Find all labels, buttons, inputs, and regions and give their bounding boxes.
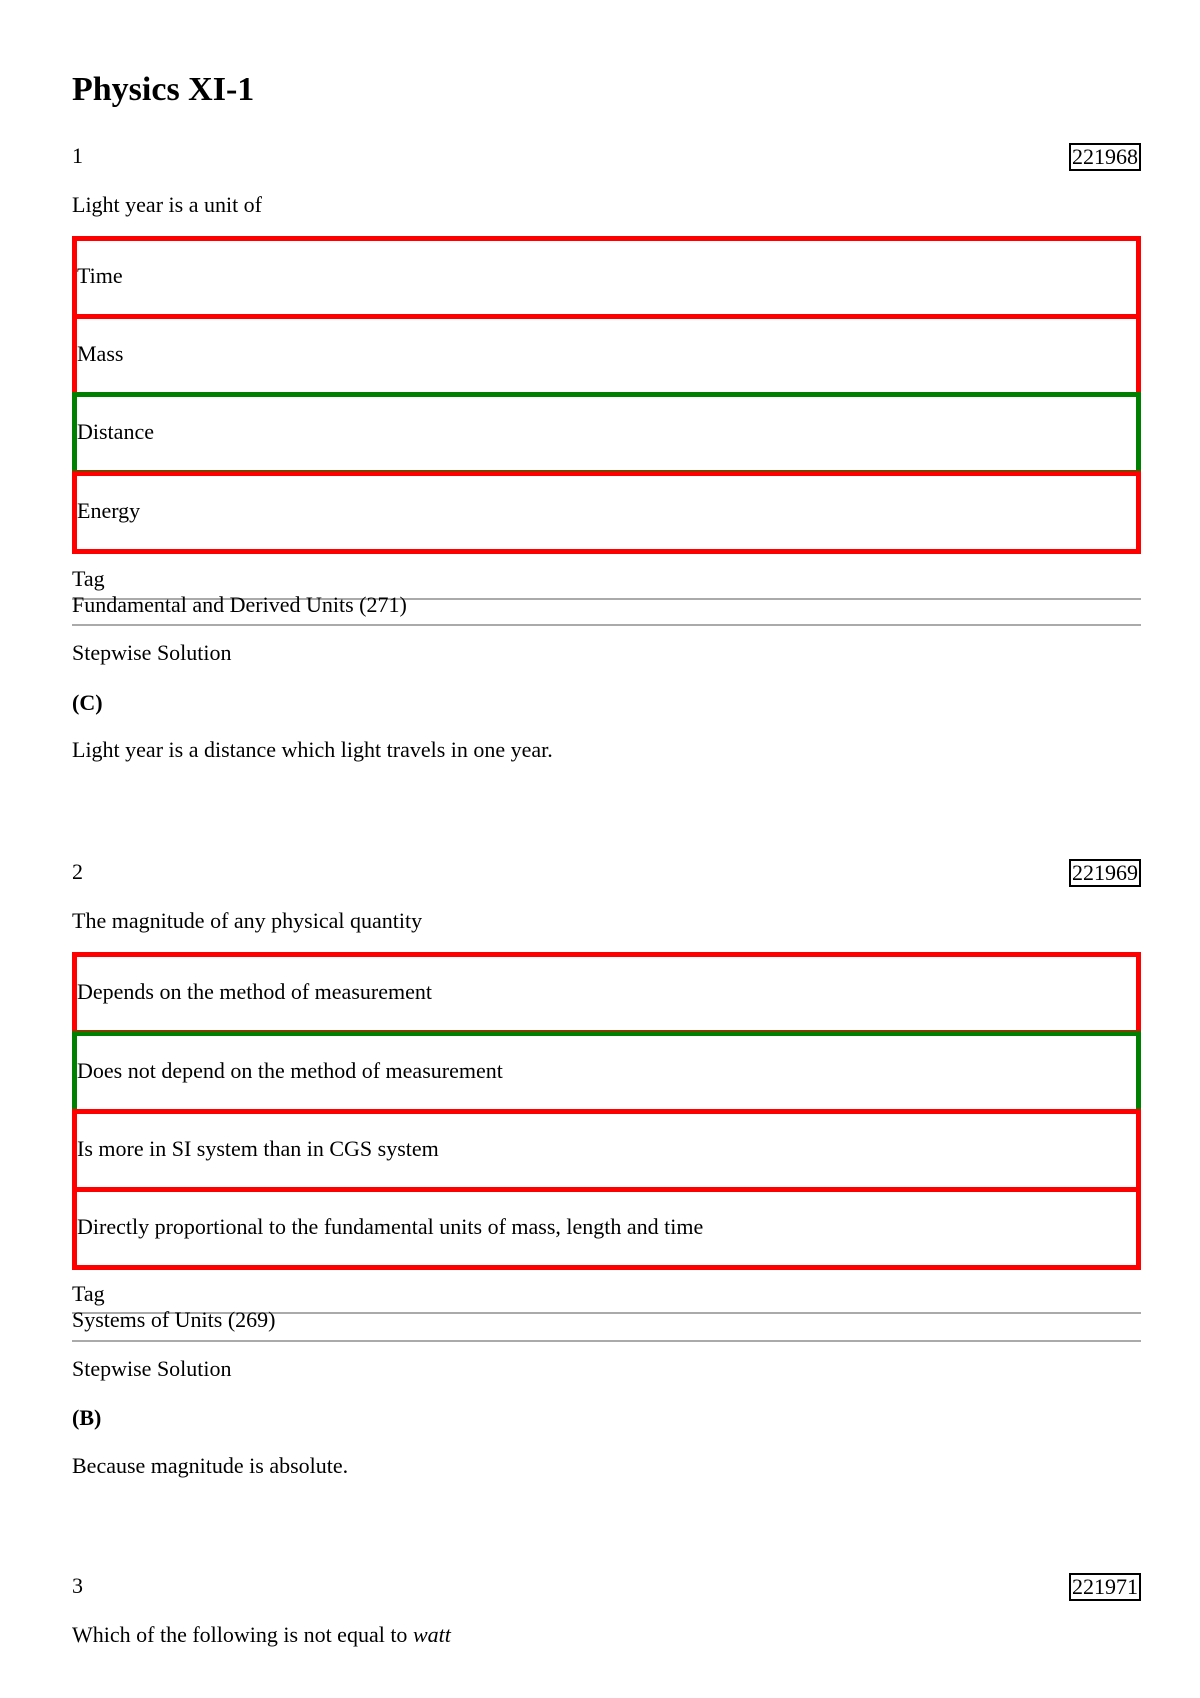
question-header [72,143,1141,173]
option-label: Is more in SI system than in CGS system [77,1136,439,1161]
option-b[interactable] [72,314,1141,397]
option-c[interactable] [72,1109,1141,1192]
explanation-text: Light year is a distance which light travels in one year. [72,737,553,762]
tag-label: Tag [72,566,105,591]
solution-label: Stepwise Solution [72,640,232,665]
question-text: The magnitude of any physical quantity [72,908,423,933]
question-number: 1 [72,143,83,168]
question-1 [72,143,1141,762]
option-label: Time [77,263,123,288]
question-3 [72,1573,1141,1647]
question-header [72,1573,1141,1603]
question-2 [72,859,1141,1478]
option-label: Mass [77,341,124,366]
explanation-text: Because magnitude is absolute. [72,1453,349,1478]
option-label: Directly proportional to the fundamental units of mass, length and time [77,1214,704,1239]
answer-key: (C) [72,690,103,715]
question-header [72,859,1141,889]
question-number: 2 [72,859,83,884]
option-a[interactable] [72,952,1141,1035]
option-label: Energy [77,498,141,523]
question-number: 3 [72,1573,83,1598]
option-b-correct[interactable] [72,1031,1141,1114]
option-label: Does not depend on the method of measurement [77,1058,503,1083]
page-title: Physics XI-1 [72,71,255,108]
divider [72,1340,1141,1342]
divider [72,624,1141,626]
option-c-correct[interactable] [72,392,1141,475]
option-a[interactable] [72,236,1141,319]
question-text-main: Which of the following is not equal to [72,1622,413,1647]
option-d[interactable] [72,471,1141,554]
answer-key: (B) [72,1405,102,1430]
question-id-badge: 221968 [1069,143,1141,171]
option-label: Distance [77,419,154,444]
question-text: Light year is a unit of [72,192,263,217]
question-id-badge: 221971 [1069,1573,1141,1601]
tag-value: Fundamental and Derived Units (271) [72,592,407,617]
question-text-emphasis: watt [412,1622,451,1647]
question-text [72,1622,451,1648]
option-d[interactable] [72,1187,1141,1270]
option-label: Depends on the method of measurement [77,979,432,1004]
tag-label: Tag [72,1281,105,1306]
tag-value: Systems of Units (269) [72,1307,276,1332]
question-id-badge: 221969 [1069,859,1141,887]
solution-label: Stepwise Solution [72,1356,232,1381]
